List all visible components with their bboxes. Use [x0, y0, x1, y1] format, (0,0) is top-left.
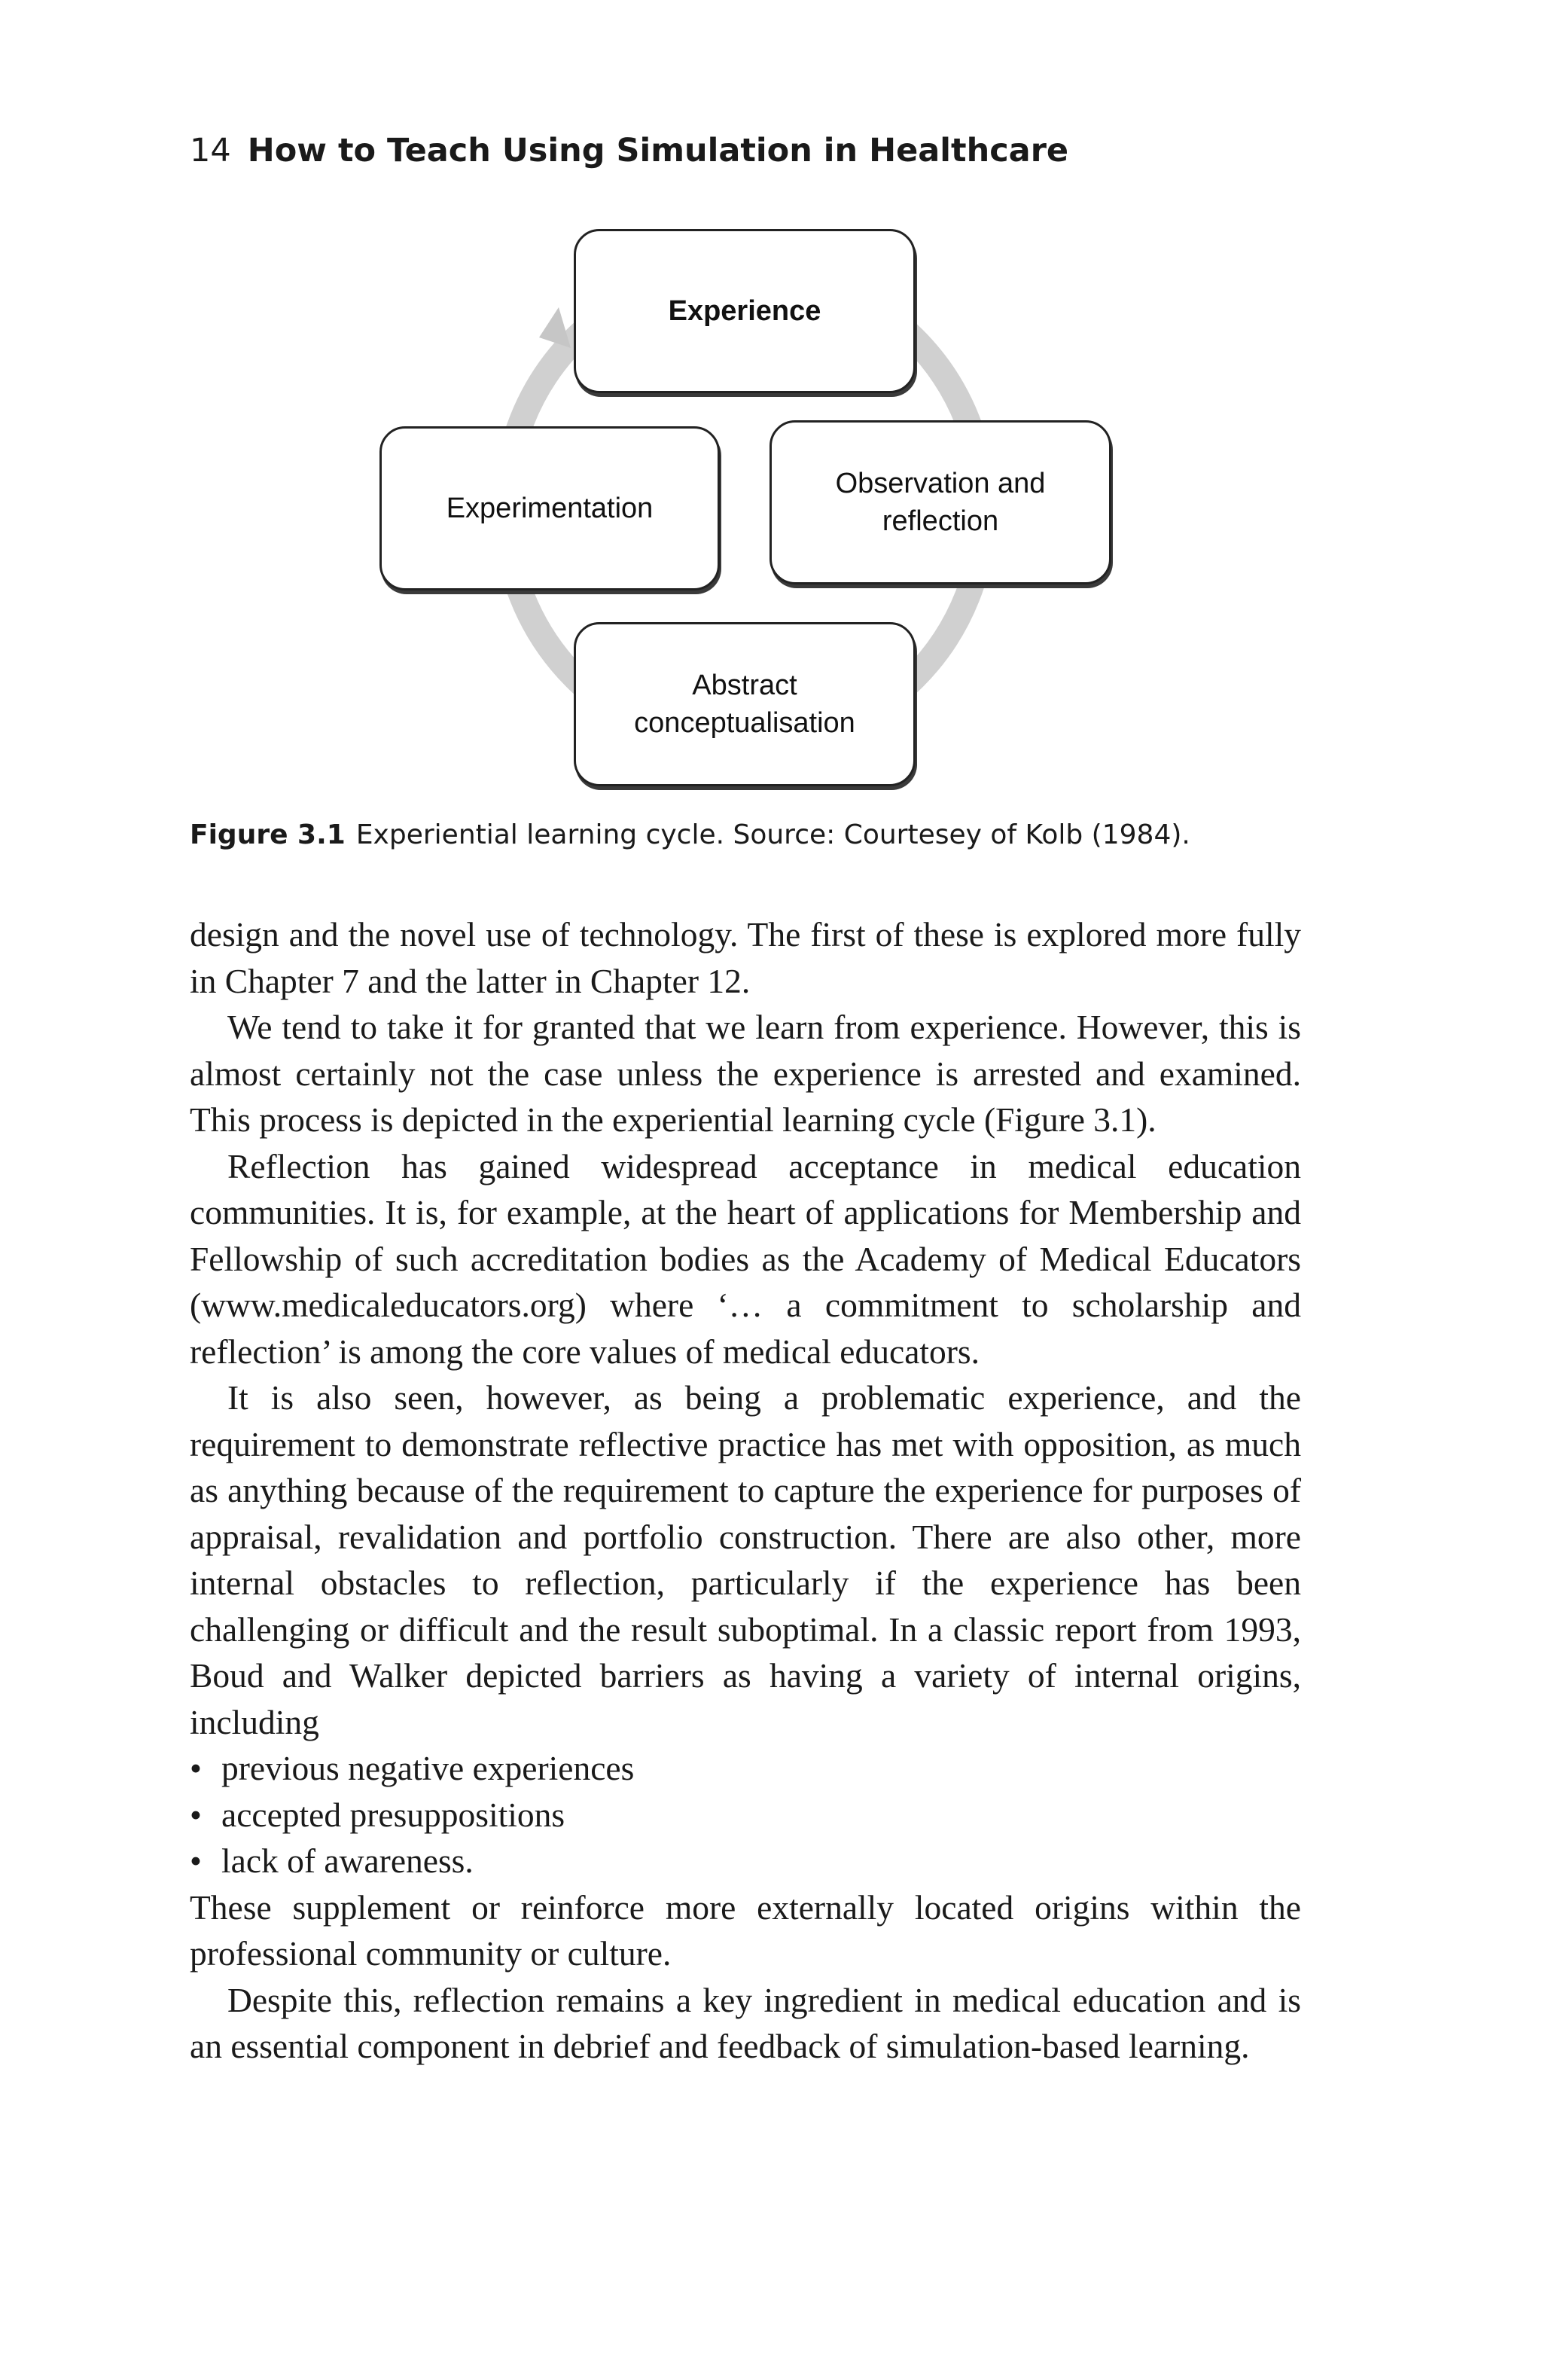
paragraph-4: It is also seen, however, as being a problematic experience, and the requirement to demonstrate reflective practice has met with opposition, as much as anything because of the requirement to capture the experience for purposes of appraisal, revalidation and portfolio construction. There are also other, more internal obstacles to reflection, particularly if the experience has been challenging or difficult and the result suboptimal. In a classic report from 1993, Boud and Walker depicted barriers as having a variety of internal origins, including [190, 1378, 1301, 1741]
barrier-list [190, 1745, 1301, 1884]
list-item: • previous negative experiences [190, 1745, 1301, 1792]
cycle-arrowhead [539, 307, 571, 348]
node-abstract-line-1: Abstract [692, 670, 797, 701]
paragraph-3: Reflection has gained widespread acceptance in medical education communities. It is, for example, at the heart of applications for Membership and Fellowship of such accreditation bodies as the Academy of Medical Educators (www.medicaleducators.org) where ‘… a commitment to scholarship and reflection’ is among the core values of medical educators. [190, 1146, 1301, 1371]
list-item: • accepted presuppositions [190, 1792, 1301, 1838]
figure-caption-label: Figure 3.1 [190, 819, 346, 850]
node-experimentation-label: Experimentation [446, 493, 654, 524]
node-experience-label: Experience [668, 295, 821, 327]
paragraph-2: We tend to take it for granted that we learn from experience. However, this is almost certainly not the case unless the experience is arrested and examined. This process is depicted in the experiential learning cycle (Figure 3.1). [190, 1008, 1301, 1139]
paragraph-5: These supplement or reinforce more externally located origins within the professional community or culture. [190, 1887, 1301, 1973]
node-experience [574, 229, 916, 393]
node-experimentation [379, 426, 720, 590]
node-abstract-conceptualisation [574, 622, 916, 786]
node-observation-line-1: Observation and [835, 468, 1046, 499]
figure-caption-text: Experiential learning cycle. Source: Courtesey of Kolb (1984). [355, 819, 1190, 850]
node-abstract-line-2: conceptualisation [634, 707, 855, 739]
book-title: How to Teach Using Simulation in Healthcare [247, 132, 1069, 169]
node-observation-line-2: reflection [882, 505, 999, 537]
body-text [190, 911, 1301, 2070]
paragraph-6: Despite this, reflection remains a key ingredient in medical education and is an essential component in debrief and feedback of simulation-based learning. [190, 1980, 1301, 2065]
node-observation-and-reflection [769, 420, 1111, 584]
list-item: • lack of awareness. [190, 1838, 1301, 1884]
paragraph-1: design and the novel use of technology. The first of these is explored more fully in Chapter 7 and the latter in Chapter 12. [190, 915, 1301, 1000]
figure-caption [190, 816, 1190, 854]
experiential-learning-cycle-figure [0, 0, 1542, 828]
page-number: 14 [190, 132, 231, 169]
